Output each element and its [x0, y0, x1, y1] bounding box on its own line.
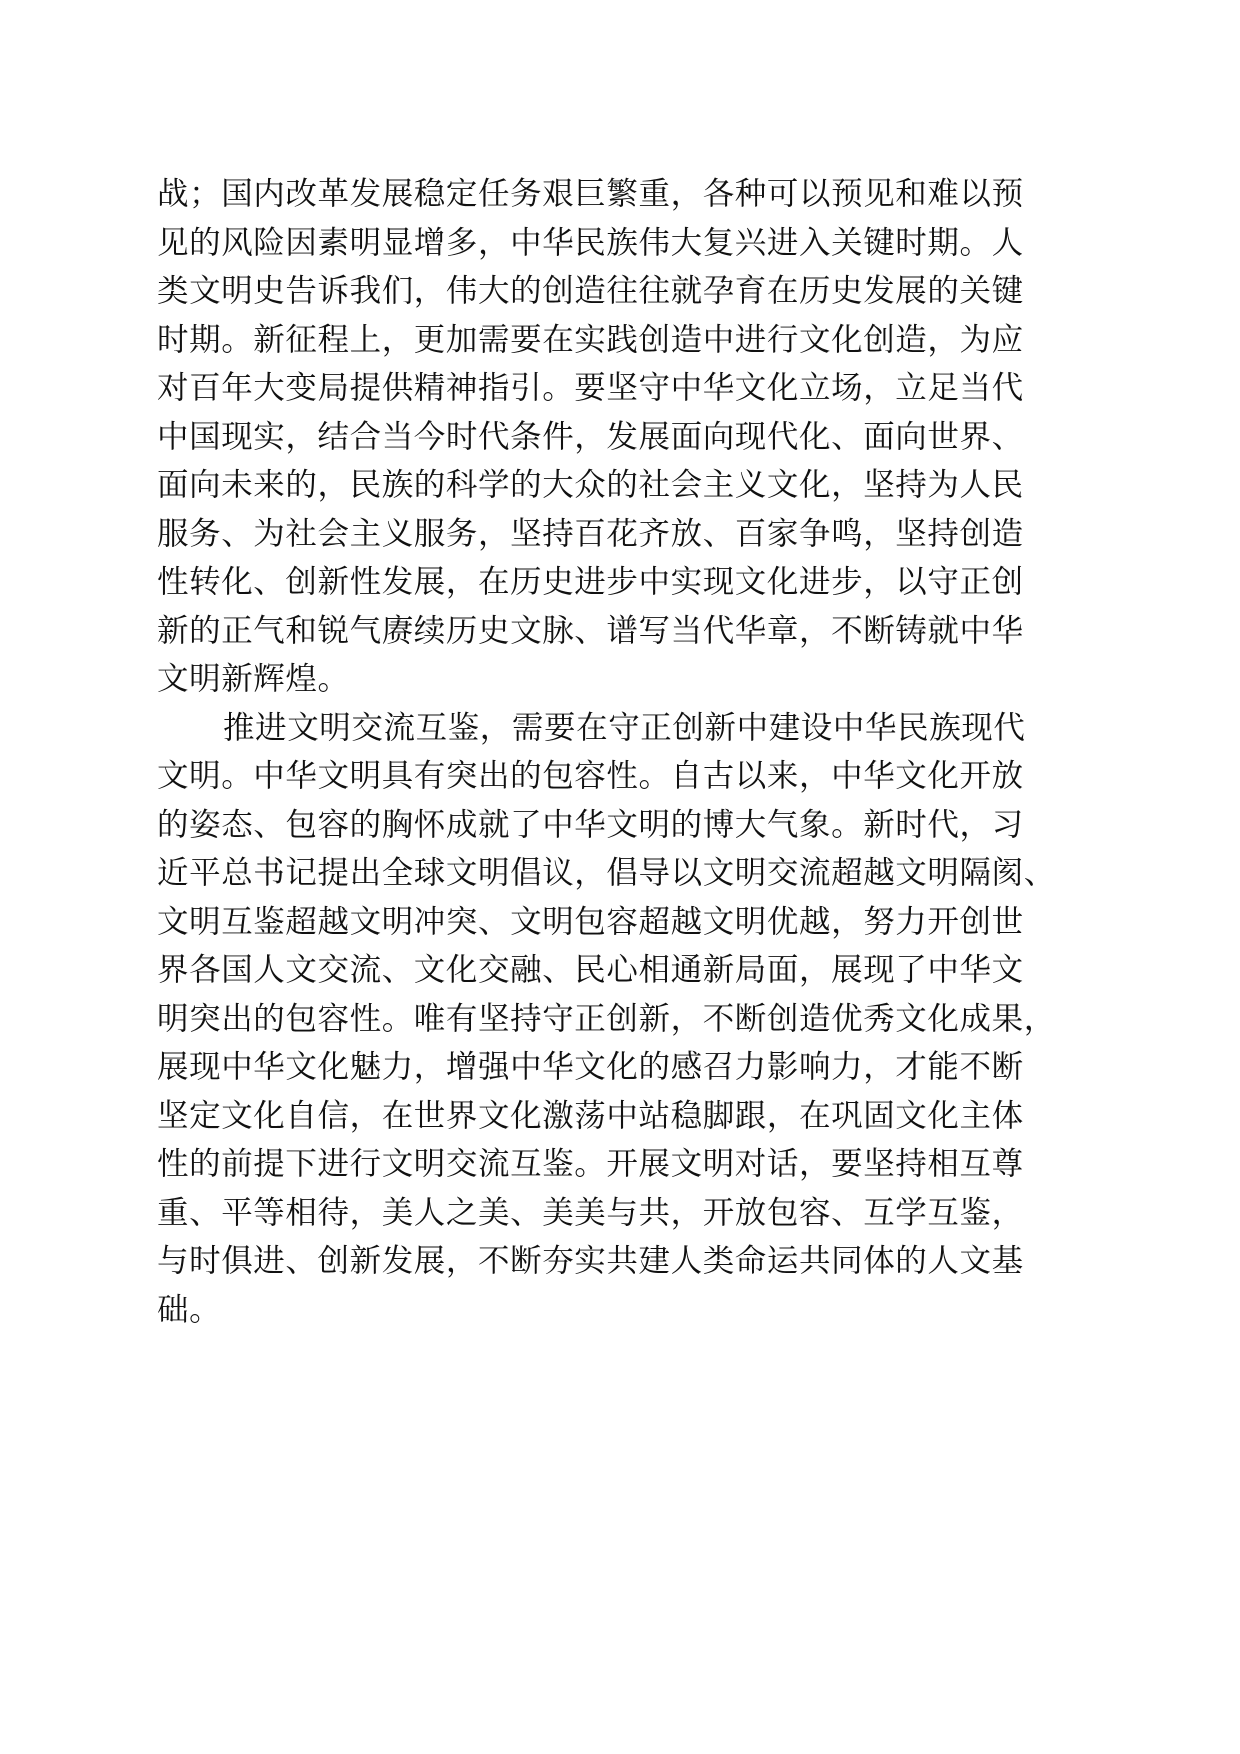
text-line: 面向未来的，民族的科学的大众的社会主义文化，坚持为人民 [157, 467, 1024, 503]
text-line: 性的前提下进行文明交流互鉴。开展文明对话，要坚持相互尊 [157, 1146, 1024, 1182]
text-line: 文明互鉴超越文明冲突、文明包容超越文明优越，努力开创世 [157, 903, 1024, 940]
text-line: 对百年大变局提供精神指引。要坚守中华文化立场，立足当代 [157, 370, 1024, 406]
paragraph-1 [157, 170, 1087, 704]
text-line: 中国现实，结合当今时代条件，发展面向现代化、面向世界、 [157, 418, 1024, 455]
text-line: 界各国人文交流、文化交融、民心相通新局面，展现了中华文 [157, 952, 1024, 988]
text-line: 文明新辉煌。 [157, 661, 350, 697]
text-line: 明突出的包容性。唯有坚持守正创新，不断创造优秀文化成果， [157, 1000, 1056, 1037]
text-line: 与时俱进、创新发展，不断夯实共建人类命运共同体的人文基 [157, 1243, 1024, 1279]
text-line: 战；国内改革发展稳定任务艰巨繁重，各种可以预见和难以预 [157, 176, 1024, 212]
text-line: 时期。新征程上，更加需要在实践创造中进行文化创造，为应 [157, 321, 1024, 358]
text-line: 类文明史告诉我们，伟大的创造往往就孕育在历史发展的关键 [157, 273, 1024, 309]
text-line: 础。 [157, 1291, 222, 1328]
paragraph-2 [157, 704, 1087, 1335]
text-line: 新的正气和锐气赓续历史文脉、谱写当代华章，不断铸就中华 [157, 612, 1024, 649]
text-line: 文明。中华文明具有突出的包容性。自古以来，中华文化开放 [157, 758, 1024, 794]
text-line: 坚定文化自信，在世界文化激荡中站稳脚跟，在巩固文化主体 [157, 1097, 1024, 1134]
text-line-indented: 推进文明交流互鉴，需要在守正创新中建设中华民族现代 [223, 709, 1026, 746]
text-line: 服务、为社会主义服务，坚持百花齐放、百家争鸣，坚持创造 [157, 515, 1024, 552]
body-text [157, 170, 1087, 1334]
text-line: 近平总书记提出全球文明倡议，倡导以文明交流超越文明隔阂、 [157, 855, 1056, 891]
text-line: 展现中华文化魅力，增强中华文化的感召力影响力，才能不断 [157, 1049, 1024, 1085]
text-line: 重、平等相待，美人之美、美美与共，开放包容、互学互鉴， [157, 1194, 1024, 1231]
text-line: 性转化、创新性发展，在历史进步中实现文化进步，以守正创 [157, 564, 1024, 600]
text-line: 的姿态、包容的胸怀成就了中华文明的博大气象。新时代，习 [157, 806, 1024, 843]
text-line: 见的风险因素明显增多，中华民族伟大复兴进入关键时期。人 [157, 224, 1024, 261]
